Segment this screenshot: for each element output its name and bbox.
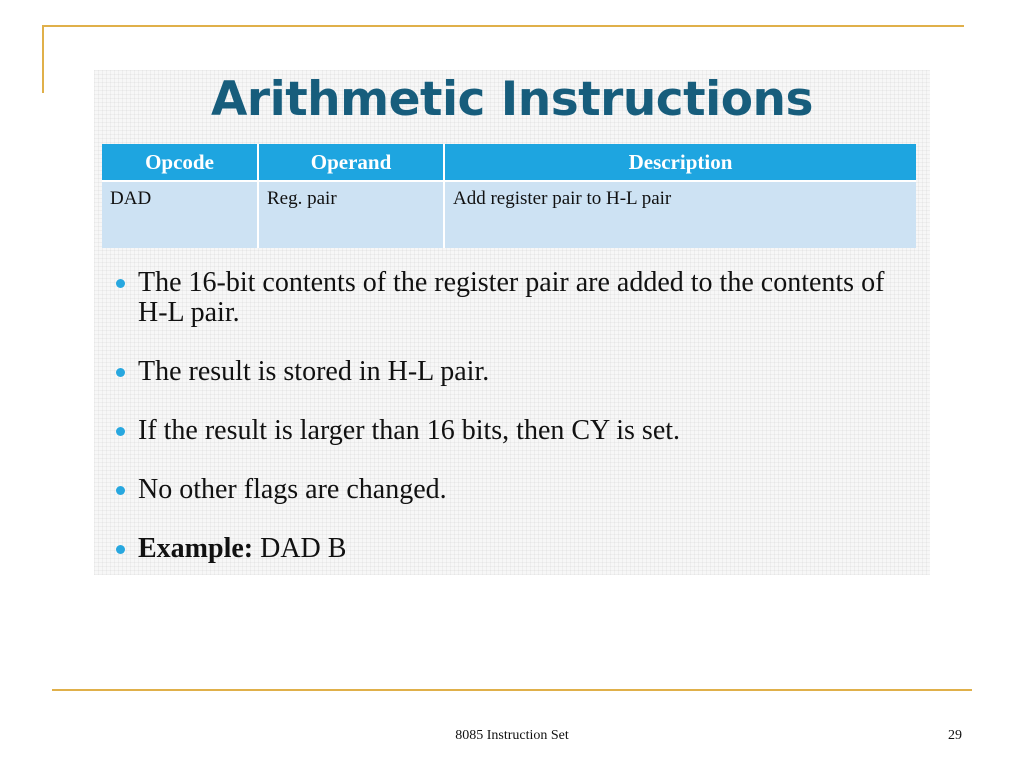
left-accent-line	[42, 25, 44, 93]
bullet-text: No other flags are changed.	[138, 474, 447, 505]
table-row	[102, 181, 916, 248]
bullet-icon	[116, 368, 125, 377]
list-item-example	[116, 534, 916, 564]
bullet-list	[116, 268, 916, 593]
header-description: Description	[444, 144, 916, 181]
footer-title: 8085 Instruction Set	[455, 728, 569, 743]
list-item	[116, 268, 916, 328]
table-header-row	[102, 144, 916, 181]
bottom-accent-line	[52, 689, 972, 691]
bullet-icon	[116, 486, 125, 495]
cell-operand: Reg. pair	[258, 181, 444, 248]
page-number: 29	[948, 728, 962, 743]
instruction-table	[102, 144, 916, 248]
list-item	[116, 357, 916, 387]
list-item	[116, 475, 916, 505]
header-operand: Operand	[258, 144, 444, 181]
slide-title: Arithmetic Instructions	[211, 72, 813, 127]
bullet-text: If the result is larger than 16 bits, then CY is set.	[138, 415, 681, 446]
cell-opcode: DAD	[102, 181, 258, 248]
slide-content	[94, 70, 930, 575]
bullet-icon	[116, 279, 125, 288]
bullet-icon	[116, 427, 125, 436]
header-opcode: Opcode	[102, 144, 258, 181]
example-label: Example:	[138, 533, 254, 564]
list-item	[116, 416, 916, 446]
cell-description: Add register pair to H-L pair	[444, 181, 916, 248]
bullet-text: The result is stored in H-L pair.	[138, 356, 490, 387]
example-value: DAD B	[253, 533, 347, 564]
top-accent-line	[42, 25, 964, 27]
bullet-icon	[116, 545, 125, 554]
bullet-text: The 16-bit contents of the register pair are added to the contents of H-L pair.	[138, 267, 885, 328]
